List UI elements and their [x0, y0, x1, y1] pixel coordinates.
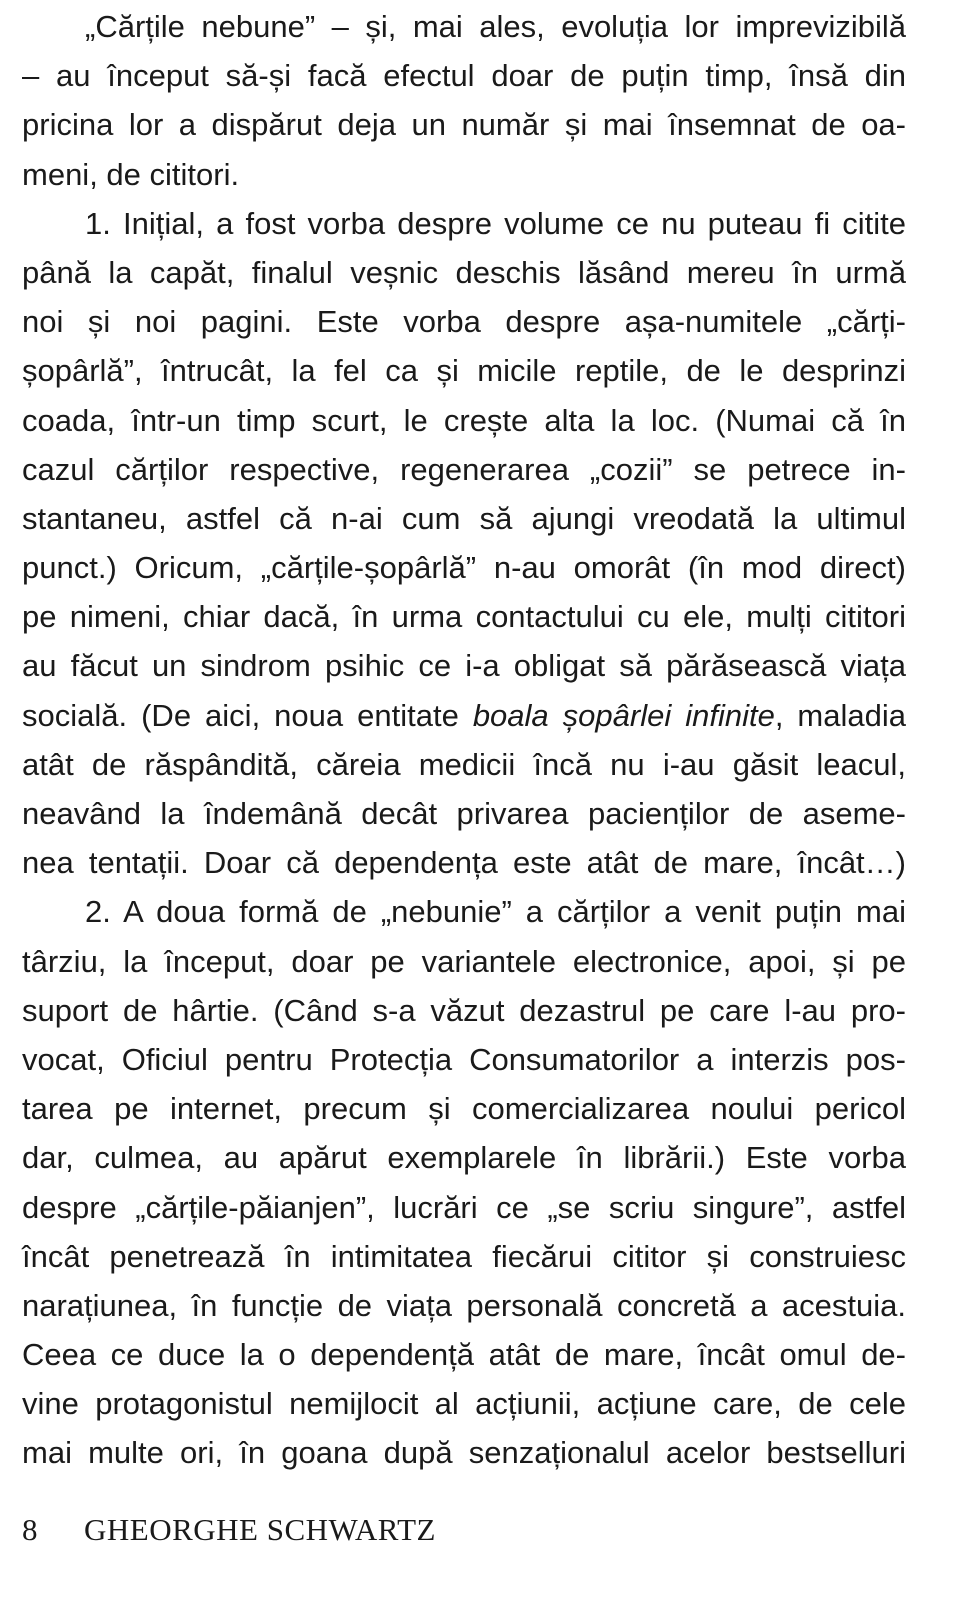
text-line	[22, 100, 906, 149]
text-segment: Ceea ce duce la o dependență atât de mare, încât omul de-	[22, 1337, 906, 1373]
text-segment: vocat, Oficiul pentru Protecția Consumatorilor a interzis pos-	[22, 1041, 906, 1077]
text-segment: dar, culmea, au apărut exemplarele în librării.) Este vorba	[22, 1140, 906, 1176]
text-segment: suport de hârtie. (Când s-a văzut dezastrul pe care l-au pro-	[22, 992, 906, 1028]
text-line	[22, 199, 906, 248]
text-segment: neavând la îndemână decât privarea pacienților de aseme-	[22, 796, 906, 831]
text-line	[22, 297, 906, 346]
text-line	[22, 1035, 906, 1084]
text-line	[22, 838, 906, 887]
text-line	[22, 1183, 906, 1232]
text-line	[22, 346, 906, 395]
text-segment: încât penetrează în intimitatea fiecărui cititor și construiesc	[22, 1238, 906, 1274]
text-line	[22, 1084, 906, 1133]
text-segment: , maladia	[774, 697, 906, 733]
text-segment: tarea pe internet, precum și comercializarea noului pericol	[22, 1091, 906, 1127]
text-segment: pe nimeni, chiar dacă, în urma contactului cu ele, mulți cititori	[22, 599, 906, 635]
text-line	[22, 1330, 906, 1379]
text-line	[22, 494, 906, 543]
text-segment: meni, de cititori.	[22, 156, 240, 192]
text-segment: despre „cărțile-păianjen”, lucrări ce „se scriu singure”, astfel	[22, 1189, 906, 1225]
text-segment: atât de răspândită, căreia medicii încă nu i-au găsit leacul,	[22, 746, 906, 782]
text-line	[22, 789, 906, 838]
text-line	[22, 1428, 906, 1477]
text-segment: târziu, la început, doar pe variantele electronice, apoi, și pe	[22, 943, 906, 979]
text-segment: pricina lor a dispărut deja un număr și mai însemnat de oa-	[22, 107, 906, 143]
text-line	[22, 543, 906, 592]
text-line	[22, 2, 906, 51]
text-segment: stantaneu, astfel că n-ai cum să ajungi vreodată la ultimul	[22, 500, 906, 536]
text-segment: narațiunea, în funcție de viața personală concretă a acestuia.	[22, 1287, 906, 1323]
page-number: 8	[22, 1512, 38, 1547]
text-segment: nea tentații. Doar că dependența este atât de mare, încât…)	[22, 845, 906, 881]
text-line	[22, 396, 906, 445]
text-line	[22, 1379, 906, 1428]
text-line	[22, 51, 906, 100]
page-footer	[22, 1512, 436, 1548]
text-segment: cazul cărților respective, regenerarea „cozii” se petrece in-	[22, 451, 906, 487]
text-line	[22, 937, 906, 986]
text-line	[22, 641, 906, 690]
text-line	[22, 691, 906, 740]
italic-term: boala șopârlei infinite	[472, 697, 775, 733]
text-line	[22, 887, 906, 936]
text-line	[22, 1232, 906, 1281]
text-segment: mai multe ori, în goana după senzaționalul acelor bestselluri	[22, 1435, 906, 1471]
text-line	[22, 986, 906, 1035]
text-line	[22, 445, 906, 494]
text-line	[22, 1133, 906, 1182]
text-segment: punct.) Oricum, „cărțile-șopârlă” n-au omorât (în mod direct)	[22, 550, 906, 586]
text-segment: 2. A doua formă de „nebunie” a cărților a venit puțin mai	[85, 894, 906, 930]
text-segment: – au început să-și facă efectul doar de puțin timp, însă din	[22, 58, 906, 94]
text-line	[22, 248, 906, 297]
text-segment: 1. Inițial, a fost vorba despre volume ce nu puteau fi citite	[85, 205, 906, 241]
text-line	[22, 150, 906, 199]
text-segment: „Cărțile nebune” – și, mai ales, evoluția lor imprevizibilă	[85, 9, 906, 44]
text-segment: coada, într-un timp scurt, le crește alta la loc. (Numai că în	[22, 402, 906, 438]
text-segment: au făcut un sindrom psihic ce i-a obligat să părăsească viața	[22, 648, 906, 684]
running-footer-author: GHEORGHE SCHWARTZ	[84, 1512, 436, 1547]
text-segment: până la capăt, finalul veșnic deschis lăsând mereu în urmă	[22, 254, 906, 290]
text-segment: noi și noi pagini. Este vorba despre așa-numitele „cărți-	[22, 304, 906, 340]
text-segment: vine protagonistul nemijlocit al acțiunii, acțiune care, de cele	[22, 1386, 906, 1422]
text-segment: socială. (De aici, noua entitate	[22, 697, 473, 733]
text-line	[22, 740, 906, 789]
text-line	[22, 1281, 906, 1330]
text-line	[22, 592, 906, 641]
body-text	[22, 2, 906, 1478]
text-segment: șopârlă”, întrucât, la fel ca și micile reptile, de le desprinzi	[22, 353, 906, 389]
